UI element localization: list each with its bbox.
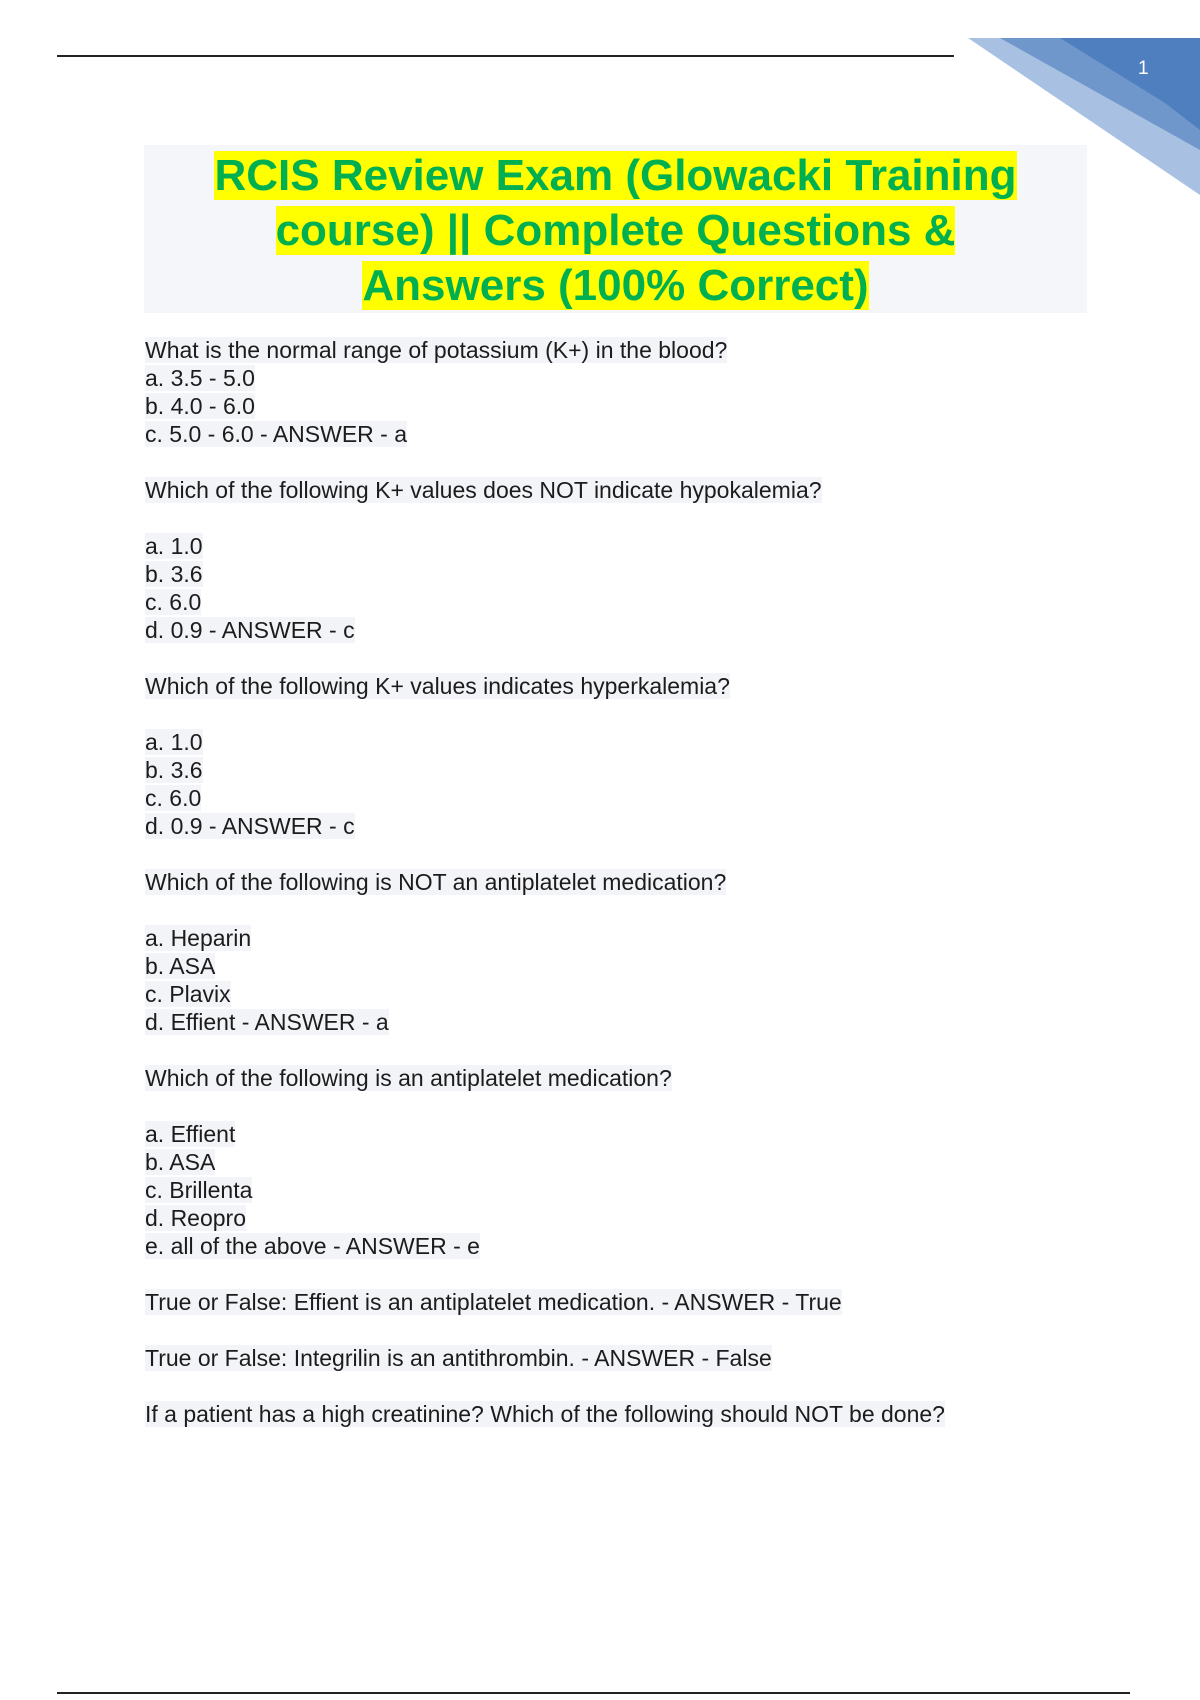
question-item (145, 476, 1095, 644)
question-text: If a patient has a high creatinine? Which of the following should NOT be done? (145, 1401, 945, 1427)
question-item (145, 1344, 1095, 1372)
question-item (145, 868, 1095, 1036)
question-text: Which of the following K+ values does NOT indicate hypokalemia? (145, 477, 822, 503)
answer-option: c. 6.0 (145, 589, 202, 615)
answer-option: d. Reopro (145, 1205, 247, 1231)
question-item (145, 672, 1095, 840)
document-title (144, 145, 1087, 313)
title-line-3: Answers (100% Correct) (362, 261, 869, 310)
title-block (144, 145, 1087, 313)
answer-option: c. Plavix (145, 981, 231, 1007)
answer-option: d. 0.9 - ANSWER - c (145, 617, 355, 643)
question-item (145, 1288, 1095, 1316)
footer-rule (57, 1692, 1130, 1694)
answer-option: a. 1.0 (145, 533, 203, 559)
answer-option: c. Brillenta (145, 1177, 253, 1203)
answer-option: b. 3.6 (145, 561, 203, 587)
answer-option: c. 6.0 (145, 785, 202, 811)
answer-option: d. 0.9 - ANSWER - c (145, 813, 355, 839)
answer-option: c. 5.0 - 6.0 - ANSWER - a (145, 421, 408, 447)
question-item (145, 1064, 1095, 1260)
answer-option: b. ASA (145, 1149, 216, 1175)
title-line-1: RCIS Review Exam (Glowacki Training (214, 151, 1017, 200)
answer-option: a. 3.5 - 5.0 (145, 365, 255, 391)
question-text: True or False: Effient is an antiplatelet medication. - ANSWER - True (145, 1289, 842, 1315)
title-line-2: course) || Complete Questions & (275, 206, 956, 255)
question-item (145, 336, 1095, 448)
answer-option: a. Effient (145, 1121, 236, 1147)
question-text: Which of the following is an antiplatelet medication? (145, 1065, 672, 1091)
question-text: True or False: Integrilin is an antithrombin. - ANSWER - False (145, 1345, 772, 1371)
answer-option: a. 1.0 (145, 729, 203, 755)
question-text: Which of the following K+ values indicates hyperkalemia? (145, 673, 730, 699)
answer-option: b. 4.0 - 6.0 (145, 393, 255, 419)
answer-option: b. 3.6 (145, 757, 203, 783)
question-list (145, 336, 1095, 1456)
question-text: What is the normal range of potassium (K+) in the blood? (145, 337, 728, 363)
answer-option: b. ASA (145, 953, 216, 979)
question-text: Which of the following is NOT an antiplatelet medication? (145, 869, 727, 895)
header-rule (57, 55, 954, 57)
answer-option: e. all of the above - ANSWER - e (145, 1233, 480, 1259)
answer-option: d. Effient - ANSWER - a (145, 1009, 389, 1035)
question-item (145, 1400, 1095, 1428)
page-number: 1 (1138, 58, 1149, 79)
answer-option: a. Heparin (145, 925, 252, 951)
